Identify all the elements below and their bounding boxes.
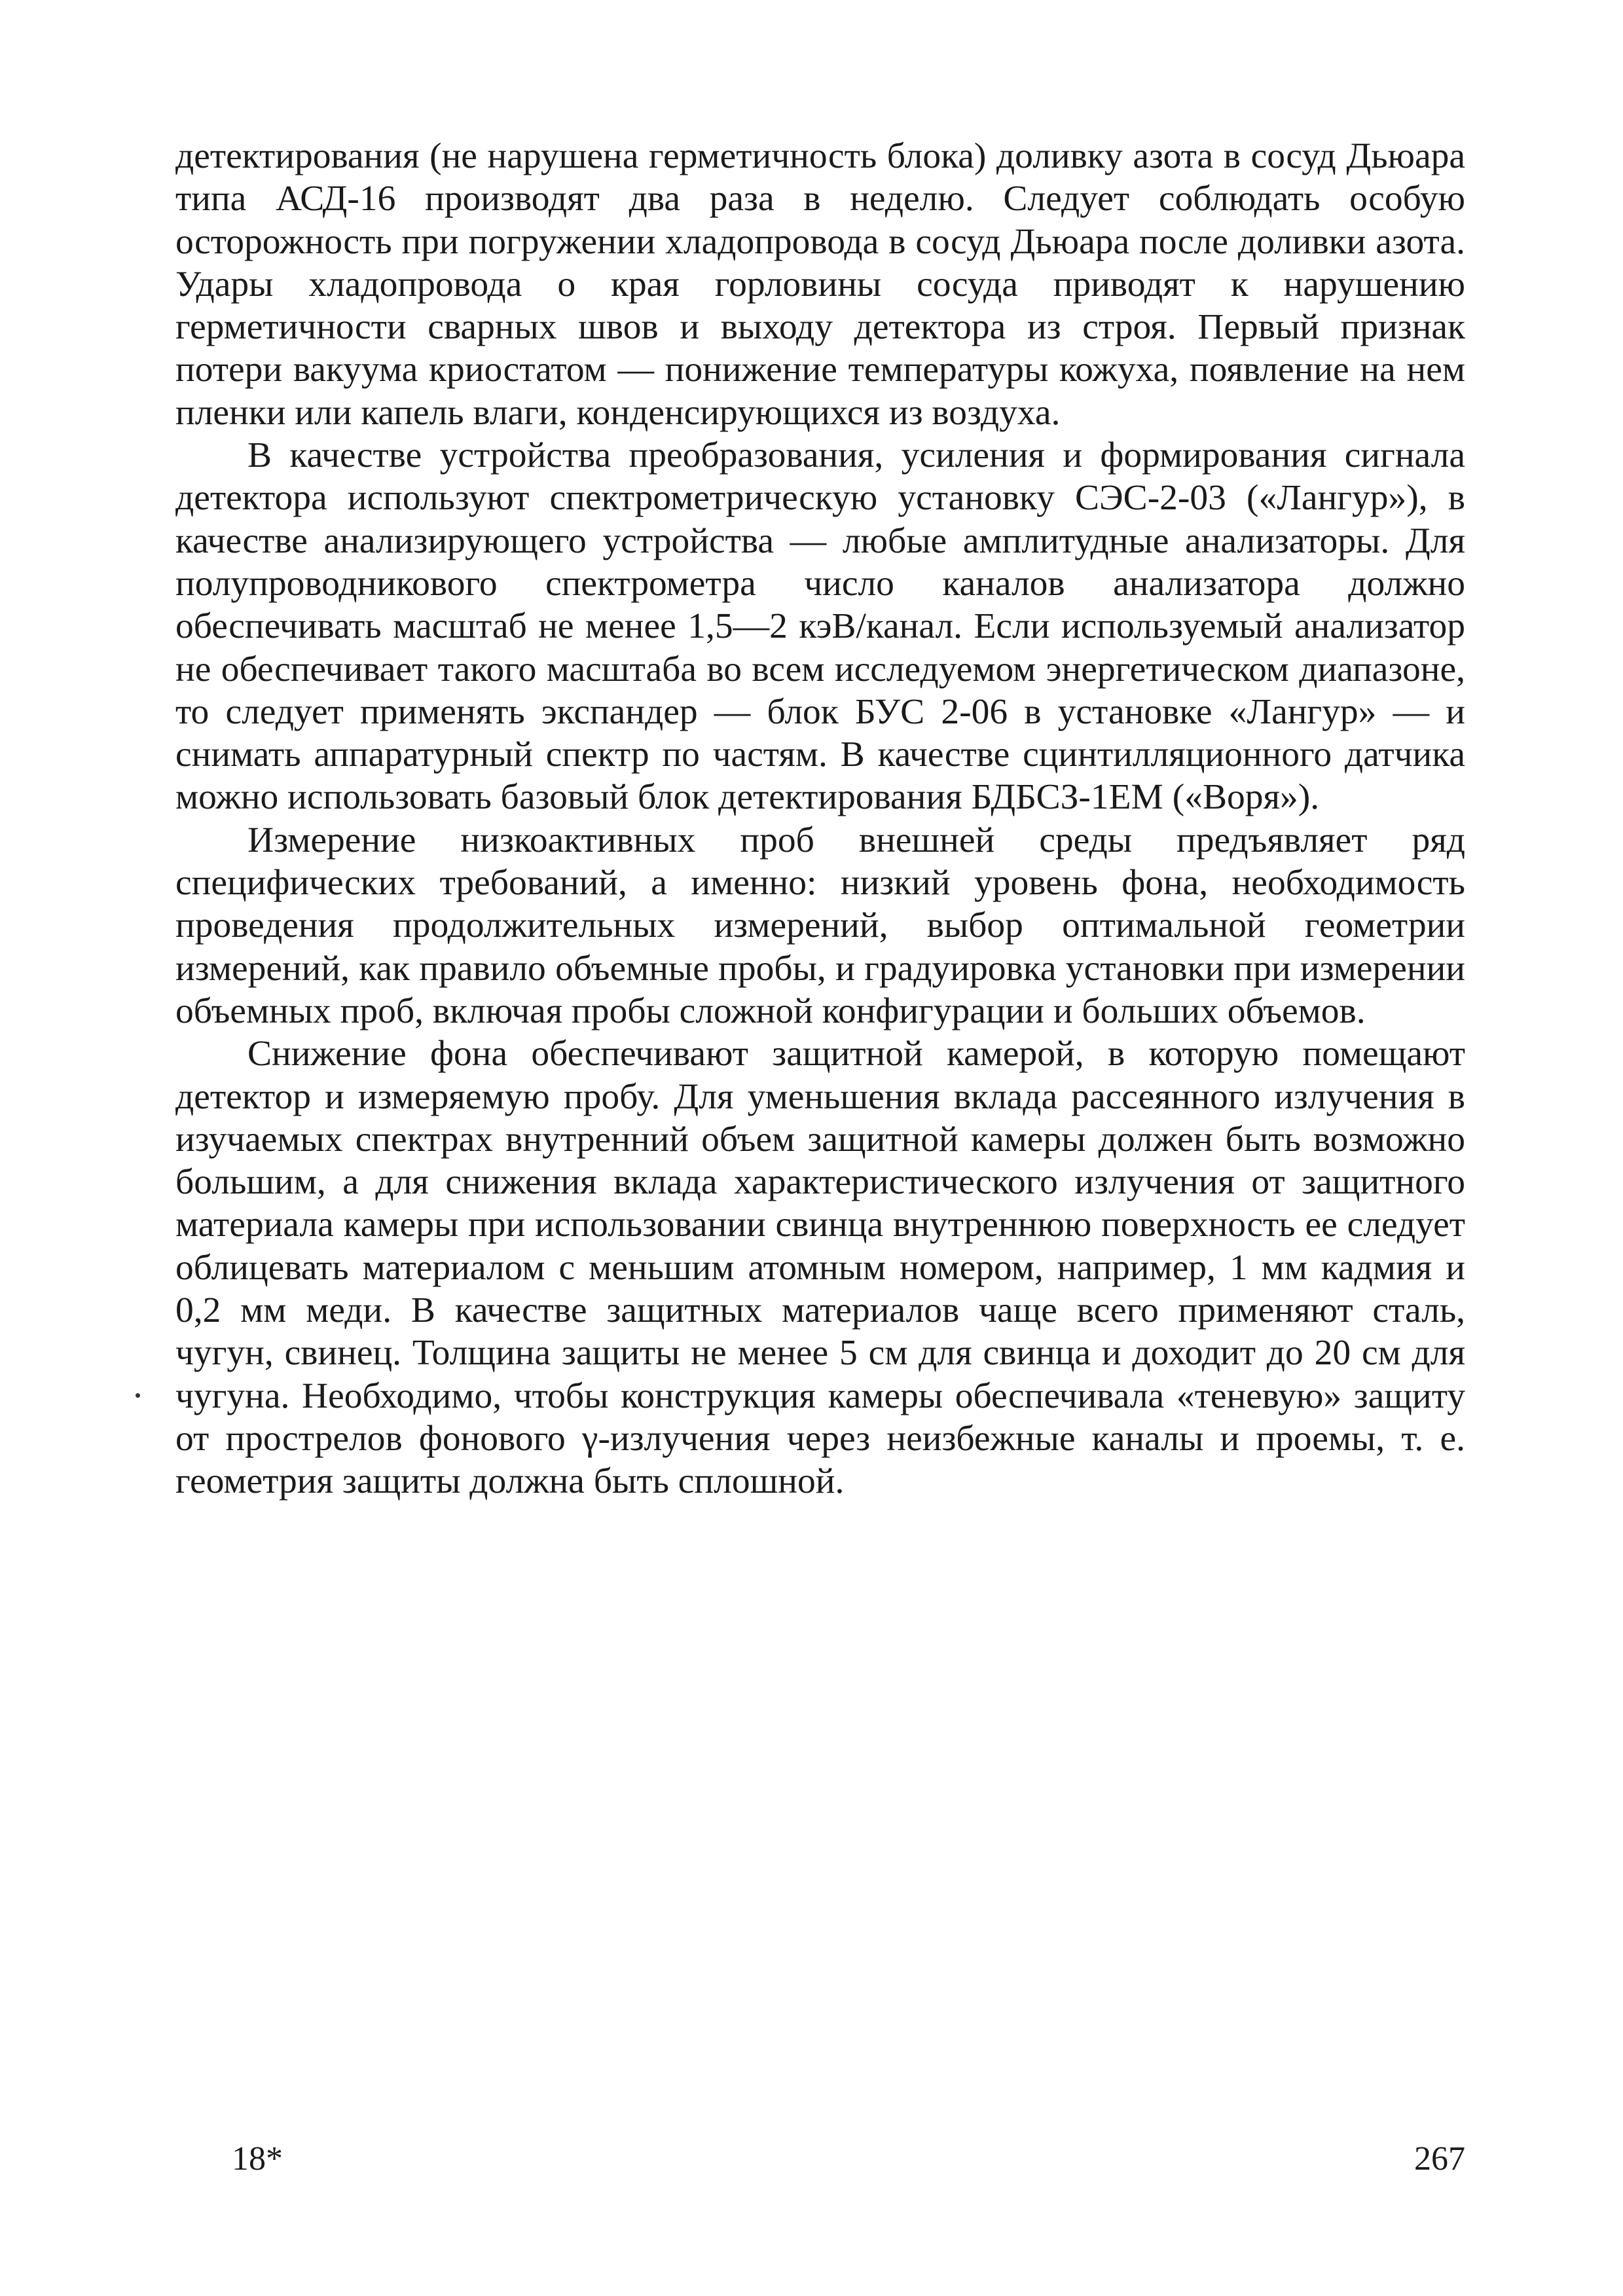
printer-signature: 18* (232, 2140, 283, 2178)
margin-dot (136, 1393, 140, 1398)
page-footer (175, 2140, 1465, 2185)
paragraph-1: детектирования (не нарушена герметичность блока) доливку азота в сосуд Дьюара типа АСД-16 производят два раза в неделю. Следует соблюдать особую осторожность при погружении хладопровода в сосуд Дьюара после доливки азота. Удары хладопровода о края горловины сосуда приводят к нарушению герметичности сварных швов и выходу детектора из строя. Первый признак потери вакуума криостатом — понижение температуры кожуха, появление на нем пленки или капель влаги, конденсирующихся из воздуха. (175, 136, 1465, 433)
page-number: 267 (1414, 2140, 1465, 2178)
body-text (175, 135, 1465, 1503)
paragraph-2: В качестве устройства преобразования, усиления и формирования сигнала детектора используют спектрометрическую установку СЭС-2-03 («Лангур»), в качестве анализирующего устройства — любые амплитудные анализаторы. Для полупроводникового спектрометра число каналов анализатора должно обеспечивать масштаб не менее 1,5—2 кэВ/канал. Если используемый анализатор не обеспечивает такого масштаба во всем исследуемом энергетическом диапазоне, то следует применять экспандер — блок БУС 2-06 в установке «Лангур» — и снимать аппаратурный спектр по частям. В качестве сцинтилляционного датчика можно использовать базовый блок детектирования БДБСЗ-1ЕМ («Воря»). (175, 435, 1465, 818)
paragraph-3: Измерение низкоактивных проб внешней среды предъявляет ряд специфических требований, а именно: низкий уровень фона, необходимость проведения продолжительных измерений, выбор оптимальной геометрии измерений, как правило объемные пробы, и градуировка установки при измерении объемных проб, включая пробы сложной конфигурации и больших объемов. (175, 820, 1465, 1031)
paragraph-4: Снижение фона обеспечивают защитной камерой, в которую помещают детектор и измеряемую пробу. Для уменьшения вклада рассеянного излучения в изучаемых спектрах внутренний объем защитной камеры должен быть возможно большим, а для снижения вклада характеристического излучения от защитного материала камеры при использовании свинца внутреннюю поверхность ее следует облицевать материалом с меньшим атомным номером, например, 1 мм кадмия и 0,2 мм меди. В качестве защитных материалов чаще всего применяют сталь, чугун, свинец. Толщина защиты не менее 5 см для свинца и доходит до 20 см для чугуна. Необходимо, чтобы конструкция камеры обеспечивала «теневую» защиту от прострелов фонового γ-излучения через неизбежные каналы и проемы, т. е. геометрия защиты должна быть сплошной. (175, 1034, 1465, 1502)
